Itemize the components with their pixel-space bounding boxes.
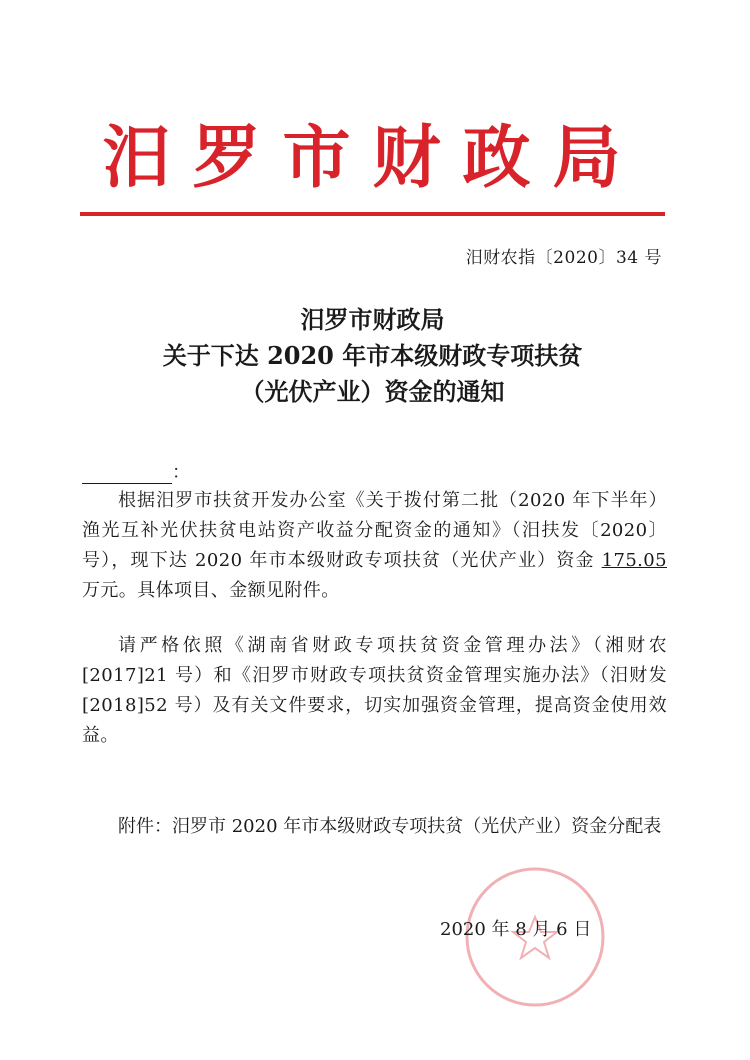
document-number: 汨财农指〔2020〕34 号 [465,248,662,268]
letterhead-red-rule [80,212,665,216]
attachment-note [82,810,667,844]
title-line-1: 汨罗市财政局 [300,305,445,334]
title-line-3: （光伏产业）资金的通知 [240,377,505,406]
agency-letterhead: 汨罗市财政局 [102,118,643,198]
issue-date: 2020 年 8 月 6 日 [440,919,592,940]
attachment-text: 附件：汨罗市 2020 年市本级财政专项扶贫（光伏产业）资金分配表 [118,816,662,837]
paragraph-requirements [82,631,667,751]
recipient-blank [82,465,172,484]
title-line-2: 关于下达 2020 年市本级财政专项扶贫 [162,341,583,370]
salutation [82,458,190,484]
fund-amount: 175.05 [601,550,667,571]
document-title [80,302,665,410]
paragraph-notice-before: 根据汨罗市扶贫开发办公室《关于拨付第二批（2020 年下半年）渔光互补光伏扶贫电站资产收益分配资金的通知》（汨扶发〔2020〕号），现下达 2020 年市本级财政专项扶贫（光伏产业）资金 [82,490,667,571]
salutation-colon: ： [172,462,190,483]
paragraph-notice [82,486,667,606]
paragraph-notice-text [82,486,667,606]
paragraph-notice-after: 万元。具体项目、金额见附件。 [82,580,340,601]
paragraph-requirements-text: 请严格依照《湖南省财政专项扶贫资金管理办法》（湘财农[2017]21 号）和《汨罗市财政专项扶贫资金管理实施办法》（汨财发[2018]52 号）及有关文件要求，切实加强资金管理，提高资金使用效益。 [82,635,667,746]
